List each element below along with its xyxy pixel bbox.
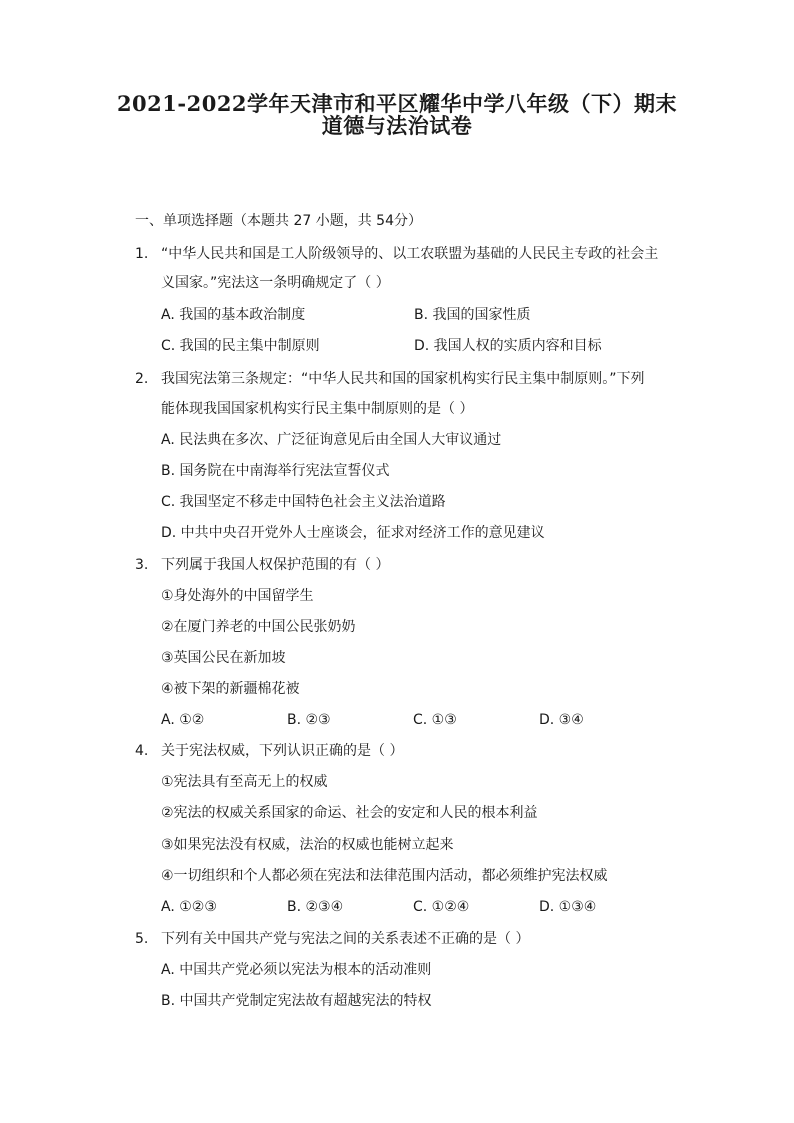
question-5-number: 5. xyxy=(135,931,149,947)
exam-title-line2: 道德与法治试卷 xyxy=(321,113,473,138)
question-4-item-3: ③如果宪法没有权威，法治的权威也能树立起来 xyxy=(161,837,454,853)
question-1-stem-line1: “中华人民共和国是工人阶级领导的、以工农联盟为基础的人民民主专政的社会主 xyxy=(161,246,659,262)
question-4-item-4: ④一切组织和个人都必须在宪法和法律范围内活动，都必须维护宪法权威 xyxy=(161,868,608,884)
question-5-stem: 下列有关中国共产党与宪法之间的关系表述不正确的是（ ） xyxy=(161,931,530,947)
question-4-number: 4. xyxy=(135,743,149,759)
question-3-item-1: ①身处海外的中国留学生 xyxy=(161,588,314,604)
question-2-option-a[interactable]: A. 民法典在多次、广泛征询意见后由全国人大审议通过 xyxy=(161,432,502,448)
question-5-option-a[interactable]: A. 中国共产党必须以宪法为根本的活动准则 xyxy=(161,962,432,978)
question-3-option-b[interactable]: B. ②③ xyxy=(287,712,331,728)
question-3-item-2: ②在厦门养老的中国公民张奶奶 xyxy=(161,619,356,635)
exam-title-line1: 2021-2022学年天津市和平区耀华中学八年级（下）期末 xyxy=(116,91,678,116)
question-2-option-d[interactable]: D. 中共中央召开党外人士座谈会，征求对经济工作的意见建议 xyxy=(161,525,545,541)
question-2-number: 2. xyxy=(135,371,149,387)
question-1-number: 1. xyxy=(135,246,149,262)
question-3-option-a[interactable]: A. ①② xyxy=(161,712,205,728)
question-2-option-b[interactable]: B. 国务院在中南海举行宪法宣誓仪式 xyxy=(161,463,390,479)
question-2-stem-line2: 能体现我国国家机构实行民主集中制原则的是（ ） xyxy=(161,401,474,417)
question-3-option-d[interactable]: D. ③④ xyxy=(539,712,584,728)
question-1-option-a[interactable]: A. 我国的基本政治制度 xyxy=(161,307,306,323)
question-1-option-b[interactable]: B. 我国的国家性质 xyxy=(414,307,531,323)
question-2-option-c[interactable]: C. 我国坚定不移走中国特色社会主义法治道路 xyxy=(161,494,446,510)
question-4-item-1: ①宪法具有至高无上的权威 xyxy=(161,774,328,790)
question-3-item-3: ③英国公民在新加坡 xyxy=(161,650,286,666)
question-1-stem-line2: 义国家。”宪法这一条明确规定了（ ） xyxy=(161,275,390,291)
question-5-option-b[interactable]: B. 中国共产党制定宪法故有超越宪法的特权 xyxy=(161,993,432,1009)
question-3-number: 3. xyxy=(135,557,149,573)
question-4-option-d[interactable]: D. ①③④ xyxy=(539,899,597,915)
question-2-stem-line1: 我国宪法第三条规定：“中华人民共和国的国家机构实行民主集中制原则。”下列 xyxy=(161,371,645,387)
question-4-stem: 关于宪法权威，下列认识正确的是（ ） xyxy=(161,743,404,759)
question-3-stem: 下列属于我国人权保护范围的有（ ） xyxy=(161,557,390,573)
question-3-option-c[interactable]: C. ①③ xyxy=(413,712,457,728)
question-4-option-c[interactable]: C. ①②④ xyxy=(413,899,470,915)
question-4-option-a[interactable]: A. ①②③ xyxy=(161,899,217,915)
question-3-item-4: ④被下架的新疆棉花被 xyxy=(161,681,300,697)
question-1-option-d[interactable]: D. 我国人权的实质内容和目标 xyxy=(414,338,602,354)
question-4-option-b[interactable]: B. ②③④ xyxy=(287,899,344,915)
question-4-item-2: ②宪法的权威关系国家的命运、社会的安定和人民的根本利益 xyxy=(161,805,538,821)
section-heading: 一、单项选择题（本题共 27 小题，共 54分） xyxy=(135,213,422,229)
question-1-option-c[interactable]: C. 我国的民主集中制原则 xyxy=(161,338,320,354)
